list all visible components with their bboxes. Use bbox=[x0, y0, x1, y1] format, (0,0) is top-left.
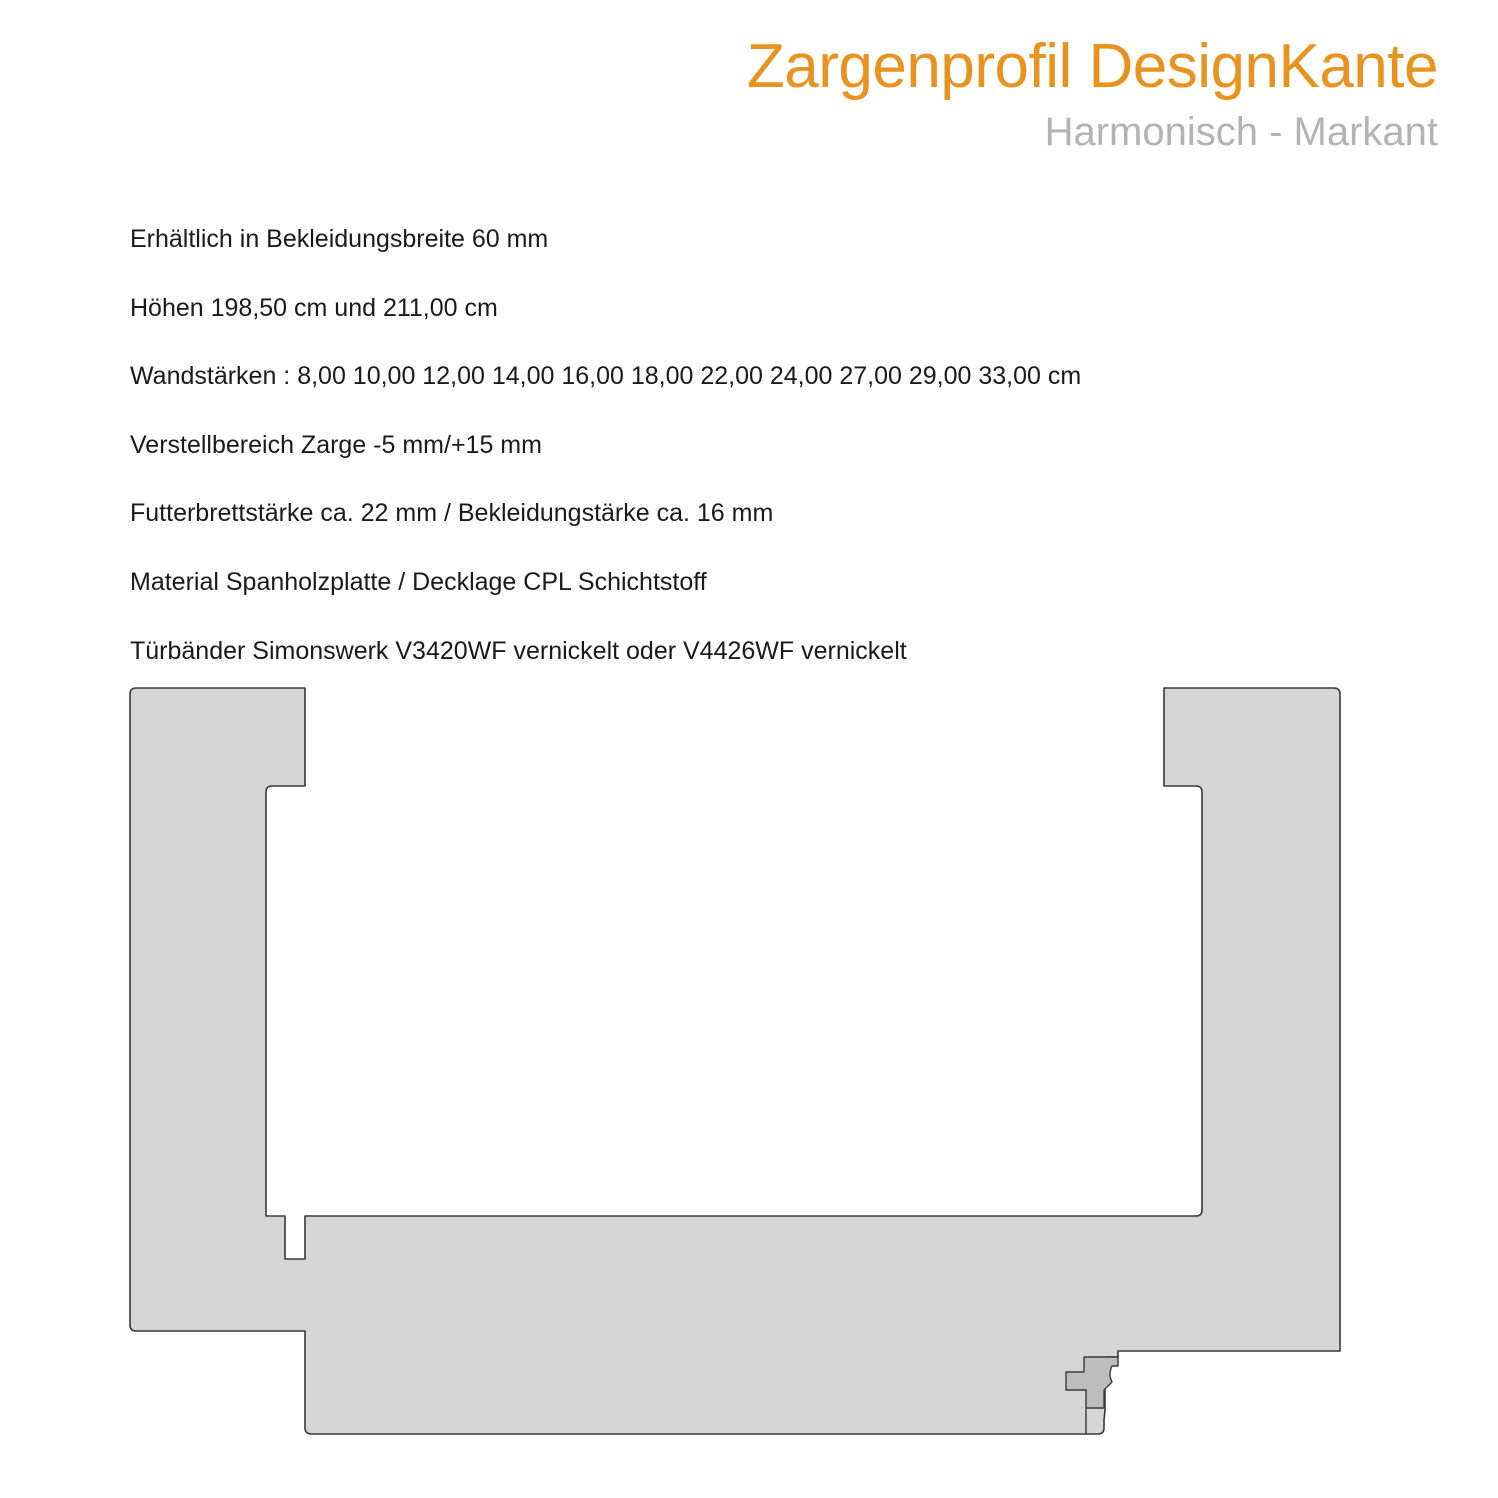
spec-wandstaerken: Wandstärken : 8,00 10,00 12,00 14,00 16,00 18,00 22,00 24,00 27,00 29,00 33,00 cm bbox=[130, 362, 1082, 391]
frame-profile-shape bbox=[130, 688, 1340, 1434]
spec-hoehen: Höhen 198,50 cm und 211,00 cm bbox=[130, 293, 498, 322]
page-title: Zargenprofil DesignKante bbox=[746, 32, 1438, 101]
spec-bekleidungsbreite: Erhältlich in Bekleidungsbreite 60 mm bbox=[130, 225, 549, 253]
spec-tuerbaender: Türbänder Simonswerk V3420WF vernickelt oder V4426WF vernickelt bbox=[130, 636, 907, 665]
spec-verstellbereich: Verstellbereich Zarge -5 mm/+15 mm bbox=[130, 430, 542, 459]
spec-futterbrettstaerke: Futterbrettstärke ca. 22 mm / Bekleidungstärke ca. 16 mm bbox=[130, 499, 774, 528]
spec-material: Material Spanholzplatte / Decklage CPL Schichtstoff bbox=[130, 567, 707, 596]
page-subtitle: Harmonisch - Markant bbox=[1044, 110, 1438, 154]
